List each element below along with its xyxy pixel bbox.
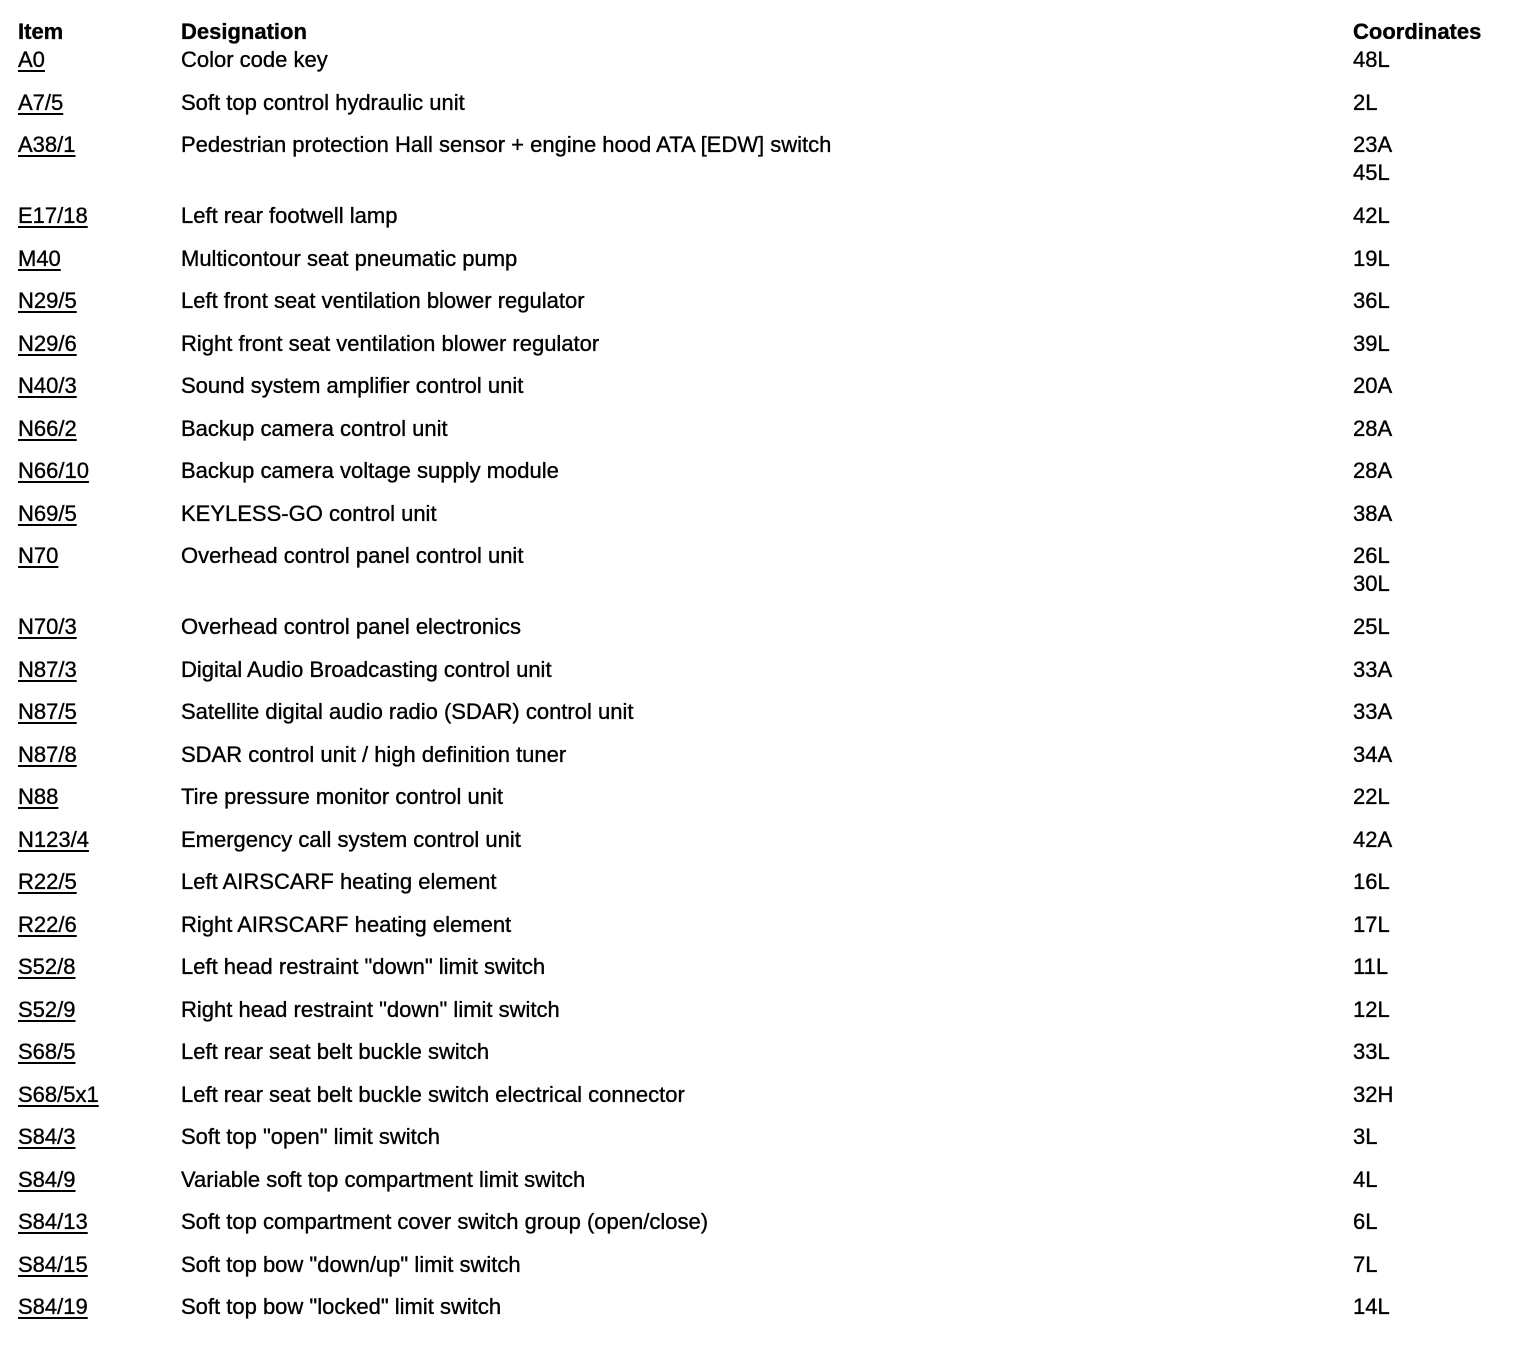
coordinate-value: 30L xyxy=(1353,571,1390,596)
item-cell xyxy=(0,500,181,543)
table-row xyxy=(0,1038,1536,1081)
coordinates-cell xyxy=(1353,1038,1536,1081)
table-row xyxy=(0,783,1536,826)
item-link[interactable]: E17/18 xyxy=(18,203,88,228)
coordinates-cell xyxy=(1353,911,1536,954)
table-row xyxy=(0,826,1536,869)
coordinates-cell xyxy=(1353,89,1536,132)
table-row xyxy=(0,372,1536,415)
item-link[interactable]: S84/15 xyxy=(18,1251,88,1277)
designation-column-header: Designation xyxy=(181,19,307,44)
designation-cell: KEYLESS-GO control unit xyxy=(181,500,437,526)
table-row xyxy=(0,131,1536,202)
item-link[interactable]: A7/5 xyxy=(18,89,64,115)
table-row xyxy=(0,656,1536,699)
item-link[interactable]: N69/5 xyxy=(18,500,77,526)
coordinate-value: 7L xyxy=(1353,1251,1378,1277)
item-cell xyxy=(0,1293,181,1336)
item-cell xyxy=(0,1123,181,1166)
item-link[interactable]: N40/3 xyxy=(18,373,77,398)
item-cell xyxy=(0,1038,181,1081)
designation-cell: Soft top bow "locked" limit switch xyxy=(181,1294,502,1319)
table-row xyxy=(0,1081,1536,1124)
coordinates-cell xyxy=(1353,1251,1536,1294)
coordinates-cell xyxy=(1353,287,1536,330)
coordinates-cell xyxy=(1353,826,1536,869)
item-cell xyxy=(0,245,181,288)
designation-cell: Soft top control hydraulic unit xyxy=(181,89,465,115)
designation-cell: Left head restraint "down" limit switch xyxy=(181,954,546,979)
coordinate-value: 33A xyxy=(1353,699,1393,724)
item-link[interactable]: N87/3 xyxy=(18,656,77,682)
table-row xyxy=(0,698,1536,741)
item-link[interactable]: S68/5x1 xyxy=(18,1081,99,1107)
table-row xyxy=(0,996,1536,1039)
table-row xyxy=(0,868,1536,911)
coordinates-cell xyxy=(1353,202,1536,245)
coordinate-value: 26L xyxy=(1353,543,1390,568)
designation-cell: Sound system amplifier control unit xyxy=(181,373,524,398)
table-body xyxy=(0,46,1536,1336)
coordinates-cell xyxy=(1353,131,1536,202)
coordinate-value: 28A xyxy=(1353,458,1393,483)
item-cell xyxy=(0,1081,181,1124)
item-cell xyxy=(0,1166,181,1209)
item-cell xyxy=(0,613,181,656)
coordinate-value: 28A xyxy=(1353,415,1393,441)
designation-cell: SDAR control unit / high definition tuner xyxy=(181,741,567,767)
table-row xyxy=(0,46,1536,89)
item-link[interactable]: N88 xyxy=(18,784,59,809)
item-link[interactable]: N70/3 xyxy=(18,614,77,639)
item-link[interactable]: N66/10 xyxy=(18,458,89,483)
coordinate-value: 36L xyxy=(1353,288,1390,313)
table-header-row xyxy=(0,0,1536,46)
designation-cell: Left front seat ventilation blower regulator xyxy=(181,288,585,313)
item-link[interactable]: A0 xyxy=(18,47,45,72)
coordinates-cell xyxy=(1353,1123,1536,1166)
designation-cell: Pedestrian protection Hall sensor + engine hood ATA [EDW] switch xyxy=(181,132,832,157)
table-row xyxy=(0,542,1536,613)
designation-cell: Right head restraint "down" limit switch xyxy=(181,996,560,1022)
item-link[interactable]: N70 xyxy=(18,543,59,568)
coordinates-cell xyxy=(1353,542,1536,613)
coordinates-cell xyxy=(1353,1208,1536,1251)
coordinate-value: 16L xyxy=(1353,869,1390,894)
coordinate-value: 38A xyxy=(1353,500,1393,526)
table-row xyxy=(0,1208,1536,1251)
coordinates-cell xyxy=(1353,372,1536,415)
table-row xyxy=(0,1166,1536,1209)
item-link[interactable]: S84/9 xyxy=(18,1166,76,1192)
item-link[interactable]: M40 xyxy=(18,245,61,271)
coordinate-value: 39L xyxy=(1353,330,1390,356)
coordinates-cell xyxy=(1353,656,1536,699)
table-row xyxy=(0,1251,1536,1294)
table-row xyxy=(0,911,1536,954)
coordinate-value: 32H xyxy=(1353,1081,1394,1107)
coordinate-value: 34A xyxy=(1353,741,1393,767)
coordinates-cell xyxy=(1353,245,1536,288)
coordinate-value: 17L xyxy=(1353,911,1390,937)
item-link[interactable]: N87/5 xyxy=(18,699,77,724)
coordinate-value: 48L xyxy=(1353,47,1390,72)
designation-cell: Backup camera control unit xyxy=(181,415,448,441)
designation-cell: Multicontour seat pneumatic pump xyxy=(181,245,518,271)
table-row xyxy=(0,89,1536,132)
item-cell xyxy=(0,953,181,996)
item-link[interactable]: S84/19 xyxy=(18,1294,88,1319)
item-cell xyxy=(0,131,181,202)
coordinates-cell xyxy=(1353,1081,1536,1124)
table-row xyxy=(0,613,1536,656)
table-row xyxy=(0,1293,1536,1336)
item-cell xyxy=(0,457,181,500)
coordinates-cell xyxy=(1353,613,1536,656)
designation-cell: Right front seat ventilation blower regulator xyxy=(181,330,600,356)
table-row xyxy=(0,500,1536,543)
item-link[interactable]: S84/3 xyxy=(18,1124,76,1149)
item-link[interactable]: R22/6 xyxy=(18,911,77,937)
coordinates-cell xyxy=(1353,1166,1536,1209)
coordinates-cell xyxy=(1353,500,1536,543)
item-cell xyxy=(0,542,181,613)
table-row xyxy=(0,953,1536,996)
coordinates-cell xyxy=(1353,457,1536,500)
coordinate-value: 12L xyxy=(1353,996,1390,1022)
item-cell xyxy=(0,868,181,911)
table-row xyxy=(0,330,1536,373)
table-row xyxy=(0,415,1536,458)
coordinates-cell xyxy=(1353,741,1536,784)
coordinate-value: 23A xyxy=(1353,132,1393,157)
item-link[interactable]: N29/5 xyxy=(18,288,77,313)
item-cell xyxy=(0,415,181,458)
designation-cell: Color code key xyxy=(181,47,328,72)
table-row xyxy=(0,245,1536,288)
coordinates-cell xyxy=(1353,868,1536,911)
designation-cell: Right AIRSCARF heating element xyxy=(181,911,512,937)
coordinate-value: 2L xyxy=(1353,89,1378,115)
table-row xyxy=(0,741,1536,784)
designation-cell: Variable soft top compartment limit switch xyxy=(181,1166,586,1192)
item-cell xyxy=(0,783,181,826)
coordinates-cell xyxy=(1353,996,1536,1039)
item-cell xyxy=(0,1251,181,1294)
coordinates-cell xyxy=(1353,698,1536,741)
designation-cell: Tire pressure monitor control unit xyxy=(181,784,503,809)
coordinates-cell xyxy=(1353,415,1536,458)
item-link[interactable]: N87/8 xyxy=(18,741,77,767)
coordinate-value: 42L xyxy=(1353,203,1390,228)
item-cell xyxy=(0,46,181,89)
designation-cell: Satellite digital audio radio (SDAR) control unit xyxy=(181,699,634,724)
designation-cell: Backup camera voltage supply module xyxy=(181,458,559,483)
coordinate-value: 4L xyxy=(1353,1166,1378,1192)
coordinates-cell xyxy=(1353,953,1536,996)
designation-cell: Soft top "open" limit switch xyxy=(181,1124,440,1149)
item-link[interactable]: S52/8 xyxy=(18,954,76,979)
coordinate-value: 33L xyxy=(1353,1039,1390,1064)
item-cell xyxy=(0,826,181,869)
item-link[interactable]: N66/2 xyxy=(18,415,77,441)
item-cell xyxy=(0,202,181,245)
table-row xyxy=(0,457,1536,500)
item-link[interactable]: N29/6 xyxy=(18,330,77,356)
designation-cell: Emergency call system control unit xyxy=(181,826,521,852)
designation-cell: Left rear footwell lamp xyxy=(181,203,398,228)
table-row xyxy=(0,202,1536,245)
designation-cell: Soft top compartment cover switch group (open/close) xyxy=(181,1209,709,1234)
coordinates-cell xyxy=(1353,1293,1536,1336)
coordinate-value: 3L xyxy=(1353,1124,1378,1149)
item-column-header: Item xyxy=(18,19,64,44)
item-cell xyxy=(0,330,181,373)
item-cell xyxy=(0,372,181,415)
designation-cell: Left rear seat belt buckle switch xyxy=(181,1039,490,1064)
coordinate-value: 11L xyxy=(1353,954,1389,979)
item-link[interactable]: A38/1 xyxy=(18,132,76,157)
coordinate-value: 33A xyxy=(1353,656,1393,682)
coordinates-cell xyxy=(1353,330,1536,373)
item-cell xyxy=(0,656,181,699)
item-link[interactable]: N123/4 xyxy=(18,826,89,852)
item-cell xyxy=(0,741,181,784)
designation-cell: Left rear seat belt buckle switch electrical connector xyxy=(181,1081,685,1107)
table-row xyxy=(0,1123,1536,1166)
designation-cell: Overhead control panel control unit xyxy=(181,543,524,568)
item-link[interactable]: S68/5 xyxy=(18,1039,76,1064)
designation-cell: Digital Audio Broadcasting control unit xyxy=(181,656,552,682)
item-link[interactable]: S84/13 xyxy=(18,1209,88,1234)
designation-cell: Left AIRSCARF heating element xyxy=(181,869,497,894)
coordinate-value: 6L xyxy=(1353,1209,1378,1234)
table-row xyxy=(0,287,1536,330)
item-cell xyxy=(0,911,181,954)
item-link[interactable]: S52/9 xyxy=(18,996,76,1022)
item-cell xyxy=(0,698,181,741)
coordinates-cell xyxy=(1353,46,1536,89)
item-link[interactable]: R22/5 xyxy=(18,869,77,894)
designation-cell: Soft top bow "down/up" limit switch xyxy=(181,1251,521,1277)
item-cell xyxy=(0,996,181,1039)
coordinate-value: 42A xyxy=(1353,826,1393,852)
designation-cell: Overhead control panel electronics xyxy=(181,614,521,639)
coordinate-value: 19L xyxy=(1353,245,1390,271)
coordinate-value: 25L xyxy=(1353,614,1390,639)
coordinates-column-header: Coordinates xyxy=(1353,19,1482,44)
coordinate-value: 22L xyxy=(1353,784,1390,809)
item-cell xyxy=(0,287,181,330)
coordinate-value: 14L xyxy=(1353,1294,1390,1319)
coordinate-value: 45L xyxy=(1353,160,1390,185)
coordinate-value: 20A xyxy=(1353,373,1393,398)
coordinates-cell xyxy=(1353,783,1536,826)
item-cell xyxy=(0,89,181,132)
item-cell xyxy=(0,1208,181,1251)
